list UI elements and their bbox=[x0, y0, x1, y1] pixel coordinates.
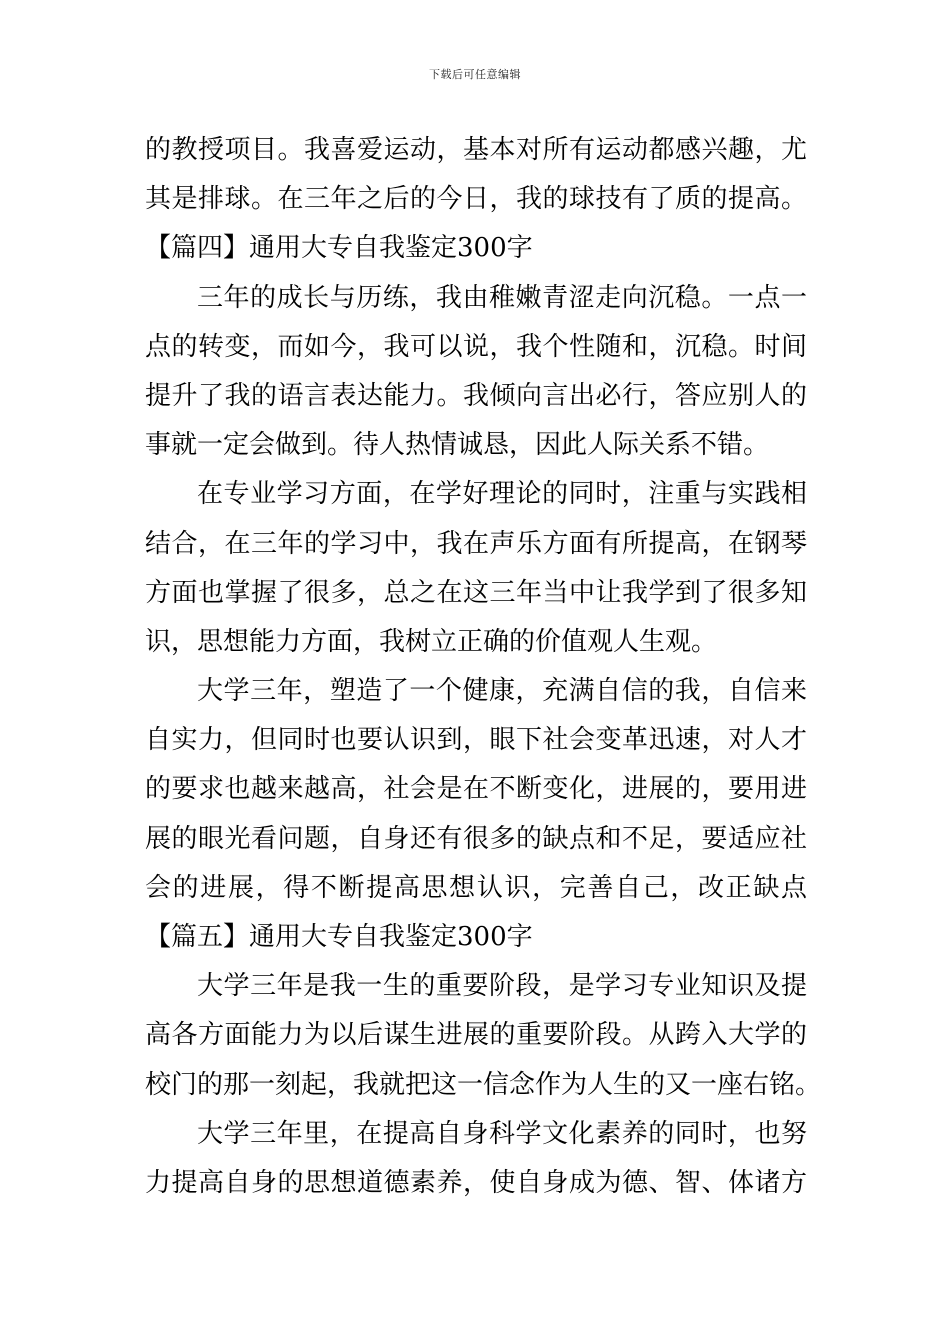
text-line: 的要求也越来越高，社会是在不断变化，进展的，要用进 bbox=[145, 774, 807, 805]
text-line: 其是排球。在三年之后的今日，我的球技有了质的提高。 bbox=[145, 184, 807, 215]
section-heading: 【篇四】通用大专自我鉴定300字 bbox=[145, 233, 533, 264]
text-line: 提升了我的语言表达能力。我倾向言出必行，答应别人的 bbox=[145, 380, 807, 411]
text-line: 校门的那一刻起，我就把这一信念作为人生的又一座右铭。 bbox=[145, 1069, 822, 1100]
text-line: 三年的成长与历练，我由稚嫩青涩走向沉稳。一点一 bbox=[197, 282, 807, 313]
text-line: 高各方面能力为以后谋生进展的重要阶段。从跨入大学的 bbox=[145, 1020, 807, 1051]
text-line: 会的进展，得不断提高思想认识，完善自己，改正缺点 bbox=[145, 872, 807, 903]
text-line: 的教授项目。我喜爱运动，基本对所有运动都感兴趣，尤 bbox=[145, 135, 807, 165]
section-heading: 【篇五】通用大专自我鉴定300字 bbox=[145, 922, 533, 952]
text-line: 自实力，但同时也要认识到，眼下社会变革迅速，对人才 bbox=[145, 725, 807, 756]
text-line: 在专业学习方面，在学好理论的同时，注重与实践相 bbox=[197, 479, 807, 510]
text-line: 展的眼光看问题，自身还有很多的缺点和不足，要适应社 bbox=[145, 823, 807, 854]
text-line: 点的转变，而如今，我可以说，我个性随和，沉稳。时间 bbox=[145, 331, 807, 362]
text-line: 大学三年里，在提高自身科学文化素养的同时，也努 bbox=[197, 1118, 807, 1149]
text-line: 方面也掌握了很多，总之在这三年当中让我学到了很多知 bbox=[145, 577, 807, 608]
text-line: 事就一定会做到。待人热情诚恳，因此人际关系不错。 bbox=[145, 430, 770, 461]
text-line: 力提高自身的思想道德素养，使自身成为德、智、体诸方 bbox=[145, 1167, 807, 1198]
text-line: 结合，在三年的学习中，我在声乐方面有所提高，在钢琴 bbox=[145, 528, 807, 559]
text-line: 大学三年是我一生的重要阶段，是学习专业知识及提 bbox=[197, 971, 807, 1002]
document-body bbox=[145, 126, 822, 1208]
text-line: 识，思想能力方面，我树立正确的价值观人生观。 bbox=[145, 626, 718, 657]
page-header-note: 下载后可任意编辑 bbox=[429, 68, 521, 81]
text-line: 大学三年，塑造了一个健康，充满自信的我，自信来 bbox=[197, 676, 807, 707]
